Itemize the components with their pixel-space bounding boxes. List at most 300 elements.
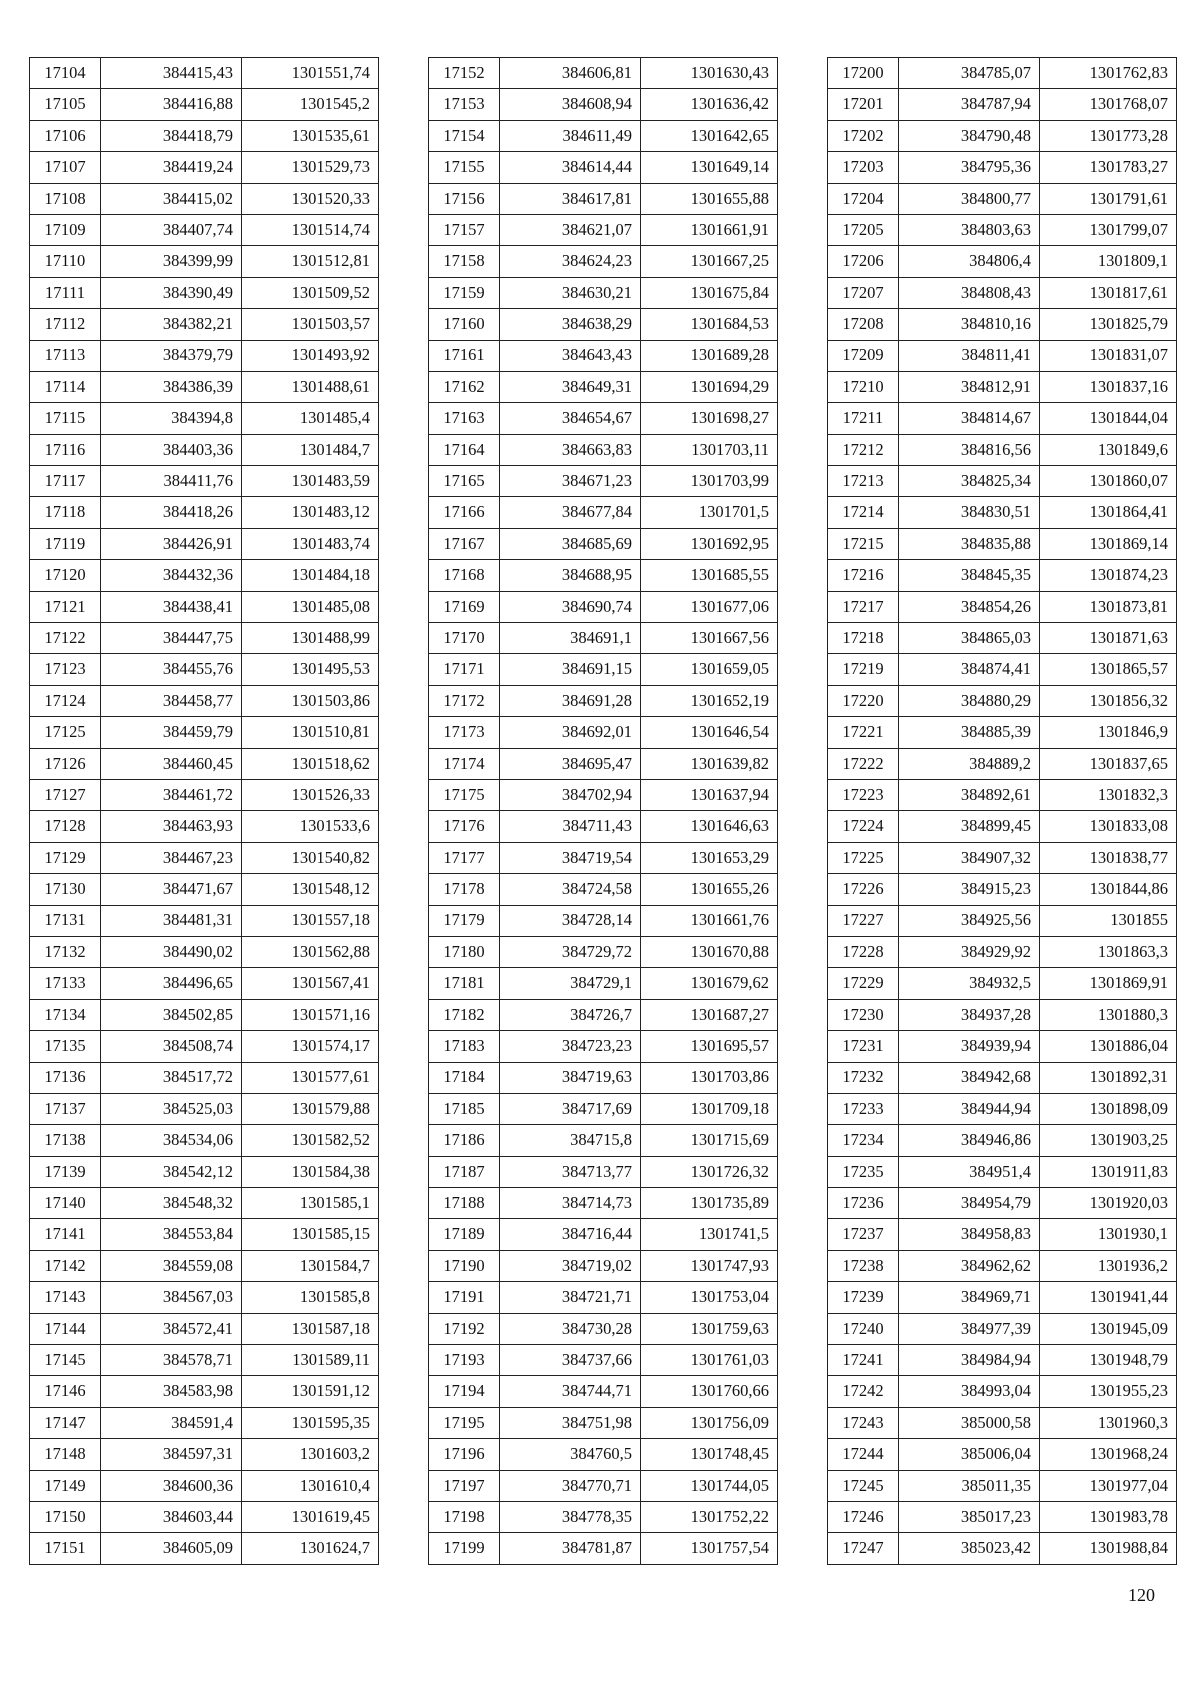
- x-coordinate-cell: 384865,03: [899, 623, 1040, 654]
- point-id-cell: 17197: [429, 1470, 500, 1501]
- x-coordinate-cell: 384597,31: [101, 1439, 242, 1470]
- y-coordinate-cell: 1301585,1: [242, 1188, 379, 1219]
- coordinate-table-1: [29, 57, 379, 1565]
- y-coordinate-cell: 1301844,86: [1040, 874, 1177, 905]
- point-id-cell: 17140: [30, 1188, 101, 1219]
- y-coordinate-cell: 1301659,05: [641, 654, 778, 685]
- x-coordinate-cell: 384671,23: [500, 466, 641, 497]
- y-coordinate-cell: 1301646,63: [641, 811, 778, 842]
- point-id-cell: 17227: [828, 905, 899, 936]
- y-coordinate-cell: 1301571,16: [242, 999, 379, 1030]
- table-row: [429, 466, 778, 497]
- x-coordinate-cell: 384993,04: [899, 1376, 1040, 1407]
- point-id-cell: 17224: [828, 811, 899, 842]
- point-id-cell: 17228: [828, 936, 899, 967]
- y-coordinate-cell: 1301756,09: [641, 1407, 778, 1438]
- y-coordinate-cell: 1301809,1: [1040, 246, 1177, 277]
- x-coordinate-cell: 384726,7: [500, 999, 641, 1030]
- table-row: [30, 1345, 379, 1376]
- x-coordinate-cell: 384711,43: [500, 811, 641, 842]
- table-row: [828, 152, 1177, 183]
- point-id-cell: 17205: [828, 214, 899, 245]
- table-body: [828, 58, 1177, 1565]
- y-coordinate-cell: 1301846,9: [1040, 717, 1177, 748]
- x-coordinate-cell: 384654,67: [500, 403, 641, 434]
- table-row: [828, 434, 1177, 465]
- y-coordinate-cell: 1301667,25: [641, 246, 778, 277]
- point-id-cell: 17125: [30, 717, 101, 748]
- y-coordinate-cell: 1301892,31: [1040, 1062, 1177, 1093]
- point-id-cell: 17152: [429, 58, 500, 89]
- x-coordinate-cell: 385000,58: [899, 1407, 1040, 1438]
- table-row: [429, 497, 778, 528]
- y-coordinate-cell: 1301930,1: [1040, 1219, 1177, 1250]
- y-coordinate-cell: 1301703,11: [641, 434, 778, 465]
- point-id-cell: 17215: [828, 528, 899, 559]
- y-coordinate-cell: 1301833,08: [1040, 811, 1177, 842]
- point-id-cell: 17146: [30, 1376, 101, 1407]
- point-id-cell: 17216: [828, 560, 899, 591]
- y-coordinate-cell: 1301661,91: [641, 214, 778, 245]
- point-id-cell: 17199: [429, 1533, 500, 1564]
- point-id-cell: 17244: [828, 1439, 899, 1470]
- y-coordinate-cell: 1301557,18: [242, 905, 379, 936]
- table-row: [30, 1250, 379, 1281]
- table-row: [30, 874, 379, 905]
- table-row: [828, 1407, 1177, 1438]
- point-id-cell: 17156: [429, 183, 500, 214]
- y-coordinate-cell: 1301677,06: [641, 591, 778, 622]
- x-coordinate-cell: 384812,91: [899, 371, 1040, 402]
- point-id-cell: 17179: [429, 905, 500, 936]
- table-row: [429, 1188, 778, 1219]
- x-coordinate-cell: 384915,23: [899, 874, 1040, 905]
- x-coordinate-cell: 384460,45: [101, 748, 242, 779]
- y-coordinate-cell: 1301589,11: [242, 1345, 379, 1376]
- point-id-cell: 17109: [30, 214, 101, 245]
- x-coordinate-cell: 384399,99: [101, 246, 242, 277]
- point-id-cell: 17136: [30, 1062, 101, 1093]
- x-coordinate-cell: 384447,75: [101, 623, 242, 654]
- x-coordinate-cell: 384419,24: [101, 152, 242, 183]
- x-coordinate-cell: 384649,31: [500, 371, 641, 402]
- y-coordinate-cell: 1301483,74: [242, 528, 379, 559]
- table-row: [30, 246, 379, 277]
- table-row: [828, 1219, 1177, 1250]
- table-body: [429, 58, 778, 1565]
- y-coordinate-cell: 1301715,69: [641, 1125, 778, 1156]
- table-row: [30, 1282, 379, 1313]
- y-coordinate-cell: 1301661,76: [641, 905, 778, 936]
- table-row: [30, 1125, 379, 1156]
- point-id-cell: 17234: [828, 1125, 899, 1156]
- x-coordinate-cell: 384781,87: [500, 1533, 641, 1564]
- y-coordinate-cell: 1301911,83: [1040, 1156, 1177, 1187]
- point-id-cell: 17209: [828, 340, 899, 371]
- point-id-cell: 17123: [30, 654, 101, 685]
- y-coordinate-cell: 1301694,29: [641, 371, 778, 402]
- x-coordinate-cell: 384835,88: [899, 528, 1040, 559]
- table-row: [828, 717, 1177, 748]
- x-coordinate-cell: 384542,12: [101, 1156, 242, 1187]
- table-row: [828, 466, 1177, 497]
- x-coordinate-cell: 384415,02: [101, 183, 242, 214]
- table-row: [828, 89, 1177, 120]
- table-row: [828, 748, 1177, 779]
- point-id-cell: 17132: [30, 936, 101, 967]
- y-coordinate-cell: 1301518,62: [242, 748, 379, 779]
- x-coordinate-cell: 385011,35: [899, 1470, 1040, 1501]
- x-coordinate-cell: 384614,44: [500, 152, 641, 183]
- y-coordinate-cell: 1301642,65: [641, 120, 778, 151]
- table-row: [30, 528, 379, 559]
- table-row: [30, 58, 379, 89]
- y-coordinate-cell: 1301483,12: [242, 497, 379, 528]
- point-id-cell: 17211: [828, 403, 899, 434]
- table-row: [30, 309, 379, 340]
- x-coordinate-cell: 384929,92: [899, 936, 1040, 967]
- x-coordinate-cell: 384583,98: [101, 1376, 242, 1407]
- table-row: [828, 560, 1177, 591]
- table-row: [828, 905, 1177, 936]
- x-coordinate-cell: 384548,32: [101, 1188, 242, 1219]
- table-row: [828, 623, 1177, 654]
- x-coordinate-cell: 384977,39: [899, 1313, 1040, 1344]
- point-id-cell: 17150: [30, 1501, 101, 1532]
- point-id-cell: 17147: [30, 1407, 101, 1438]
- point-id-cell: 17208: [828, 309, 899, 340]
- table-row: [828, 1062, 1177, 1093]
- y-coordinate-cell: 1301584,7: [242, 1250, 379, 1281]
- y-coordinate-cell: 1301744,05: [641, 1470, 778, 1501]
- y-coordinate-cell: 1301983,78: [1040, 1501, 1177, 1532]
- x-coordinate-cell: 384728,14: [500, 905, 641, 936]
- x-coordinate-cell: 384688,95: [500, 560, 641, 591]
- table-row: [429, 1313, 778, 1344]
- point-id-cell: 17128: [30, 811, 101, 842]
- table-row: [828, 1093, 1177, 1124]
- x-coordinate-cell: 384692,01: [500, 717, 641, 748]
- point-id-cell: 17134: [30, 999, 101, 1030]
- y-coordinate-cell: 1301837,16: [1040, 371, 1177, 402]
- point-id-cell: 17163: [429, 403, 500, 434]
- table-row: [429, 811, 778, 842]
- point-id-cell: 17104: [30, 58, 101, 89]
- table-row: [429, 403, 778, 434]
- table-row: [828, 120, 1177, 151]
- coordinate-table-2: [428, 57, 778, 1565]
- y-coordinate-cell: 1301753,04: [641, 1282, 778, 1313]
- point-id-cell: 17168: [429, 560, 500, 591]
- x-coordinate-cell: 384502,85: [101, 999, 242, 1030]
- y-coordinate-cell: 1301585,8: [242, 1282, 379, 1313]
- y-coordinate-cell: 1301610,4: [242, 1470, 379, 1501]
- x-coordinate-cell: 384624,23: [500, 246, 641, 277]
- point-id-cell: 17229: [828, 968, 899, 999]
- table-row: [828, 591, 1177, 622]
- y-coordinate-cell: 1301773,28: [1040, 120, 1177, 151]
- y-coordinate-cell: 1301865,57: [1040, 654, 1177, 685]
- x-coordinate-cell: 384690,74: [500, 591, 641, 622]
- point-id-cell: 17239: [828, 1282, 899, 1313]
- table-row: [30, 1156, 379, 1187]
- x-coordinate-cell: 385006,04: [899, 1439, 1040, 1470]
- y-coordinate-cell: 1301649,14: [641, 152, 778, 183]
- table-row: [30, 936, 379, 967]
- coordinate-table-3: [827, 57, 1177, 1565]
- x-coordinate-cell: 384942,68: [899, 1062, 1040, 1093]
- y-coordinate-cell: 1301726,32: [641, 1156, 778, 1187]
- point-id-cell: 17189: [429, 1219, 500, 1250]
- y-coordinate-cell: 1301488,99: [242, 623, 379, 654]
- point-id-cell: 17192: [429, 1313, 500, 1344]
- point-id-cell: 17219: [828, 654, 899, 685]
- y-coordinate-cell: 1301520,33: [242, 183, 379, 214]
- x-coordinate-cell: 384713,77: [500, 1156, 641, 1187]
- point-id-cell: 17159: [429, 277, 500, 308]
- y-coordinate-cell: 1301646,54: [641, 717, 778, 748]
- table-row: [429, 1376, 778, 1407]
- table-row: [429, 1031, 778, 1062]
- table-row: [828, 1125, 1177, 1156]
- point-id-cell: 17122: [30, 623, 101, 654]
- x-coordinate-cell: 384407,74: [101, 214, 242, 245]
- point-id-cell: 17160: [429, 309, 500, 340]
- x-coordinate-cell: 384825,34: [899, 466, 1040, 497]
- table-row: [828, 403, 1177, 434]
- y-coordinate-cell: 1301667,56: [641, 623, 778, 654]
- x-coordinate-cell: 384730,28: [500, 1313, 641, 1344]
- x-coordinate-cell: 384719,63: [500, 1062, 641, 1093]
- y-coordinate-cell: 1301762,83: [1040, 58, 1177, 89]
- y-coordinate-cell: 1301488,61: [242, 371, 379, 402]
- table-row: [429, 371, 778, 402]
- x-coordinate-cell: 384803,63: [899, 214, 1040, 245]
- table-row: [828, 999, 1177, 1030]
- point-id-cell: 17141: [30, 1219, 101, 1250]
- table-row: [828, 1313, 1177, 1344]
- y-coordinate-cell: 1301652,19: [641, 685, 778, 716]
- y-coordinate-cell: 1301831,07: [1040, 340, 1177, 371]
- point-id-cell: 17214: [828, 497, 899, 528]
- point-id-cell: 17195: [429, 1407, 500, 1438]
- point-id-cell: 17106: [30, 120, 101, 151]
- point-id-cell: 17177: [429, 842, 500, 873]
- y-coordinate-cell: 1301582,52: [242, 1125, 379, 1156]
- y-coordinate-cell: 1301791,61: [1040, 183, 1177, 214]
- x-coordinate-cell: 384379,79: [101, 340, 242, 371]
- table-row: [30, 403, 379, 434]
- y-coordinate-cell: 1301886,04: [1040, 1031, 1177, 1062]
- y-coordinate-cell: 1301747,93: [641, 1250, 778, 1281]
- point-id-cell: 17116: [30, 434, 101, 465]
- point-id-cell: 17108: [30, 183, 101, 214]
- table-row: [429, 528, 778, 559]
- x-coordinate-cell: 384984,94: [899, 1345, 1040, 1376]
- x-coordinate-cell: 384534,06: [101, 1125, 242, 1156]
- x-coordinate-cell: 384621,07: [500, 214, 641, 245]
- table-row: [30, 1533, 379, 1564]
- y-coordinate-cell: 1301512,81: [242, 246, 379, 277]
- table-row: [828, 309, 1177, 340]
- y-coordinate-cell: 1301936,2: [1040, 1250, 1177, 1281]
- x-coordinate-cell: 384663,83: [500, 434, 641, 465]
- point-id-cell: 17241: [828, 1345, 899, 1376]
- x-coordinate-cell: 384643,43: [500, 340, 641, 371]
- table-row: [30, 999, 379, 1030]
- point-id-cell: 17207: [828, 277, 899, 308]
- y-coordinate-cell: 1301860,07: [1040, 466, 1177, 497]
- point-id-cell: 17142: [30, 1250, 101, 1281]
- point-id-cell: 17169: [429, 591, 500, 622]
- x-coordinate-cell: 384567,03: [101, 1282, 242, 1313]
- x-coordinate-cell: 384787,94: [899, 89, 1040, 120]
- table-row: [828, 936, 1177, 967]
- y-coordinate-cell: 1301591,12: [242, 1376, 379, 1407]
- y-coordinate-cell: 1301748,45: [641, 1439, 778, 1470]
- table-row: [828, 1345, 1177, 1376]
- y-coordinate-cell: 1301653,29: [641, 842, 778, 873]
- table-row: [30, 1031, 379, 1062]
- y-coordinate-cell: 1301579,88: [242, 1093, 379, 1124]
- x-coordinate-cell: 385023,42: [899, 1533, 1040, 1564]
- point-id-cell: 17242: [828, 1376, 899, 1407]
- x-coordinate-cell: 384962,62: [899, 1250, 1040, 1281]
- y-coordinate-cell: 1301655,88: [641, 183, 778, 214]
- point-id-cell: 17130: [30, 874, 101, 905]
- y-coordinate-cell: 1301880,3: [1040, 999, 1177, 1030]
- x-coordinate-cell: 384737,66: [500, 1345, 641, 1376]
- x-coordinate-cell: 384438,41: [101, 591, 242, 622]
- point-id-cell: 17220: [828, 685, 899, 716]
- y-coordinate-cell: 1301687,27: [641, 999, 778, 1030]
- point-id-cell: 17144: [30, 1313, 101, 1344]
- y-coordinate-cell: 1301670,88: [641, 936, 778, 967]
- x-coordinate-cell: 384418,26: [101, 497, 242, 528]
- y-coordinate-cell: 1301637,94: [641, 779, 778, 810]
- point-id-cell: 17182: [429, 999, 500, 1030]
- point-id-cell: 17196: [429, 1439, 500, 1470]
- table-row: [828, 811, 1177, 842]
- x-coordinate-cell: 384721,71: [500, 1282, 641, 1313]
- point-id-cell: 17187: [429, 1156, 500, 1187]
- y-coordinate-cell: 1301955,23: [1040, 1376, 1177, 1407]
- y-coordinate-cell: 1301529,73: [242, 152, 379, 183]
- point-id-cell: 17212: [828, 434, 899, 465]
- point-id-cell: 17161: [429, 340, 500, 371]
- x-coordinate-cell: 384559,08: [101, 1250, 242, 1281]
- table-row: [30, 497, 379, 528]
- y-coordinate-cell: 1301855: [1040, 905, 1177, 936]
- table-row: [828, 497, 1177, 528]
- x-coordinate-cell: 384578,71: [101, 1345, 242, 1376]
- y-coordinate-cell: 1301701,5: [641, 497, 778, 528]
- x-coordinate-cell: 384892,61: [899, 779, 1040, 810]
- point-id-cell: 17135: [30, 1031, 101, 1062]
- y-coordinate-cell: 1301495,53: [242, 654, 379, 685]
- x-coordinate-cell: 384517,72: [101, 1062, 242, 1093]
- x-coordinate-cell: 384394,8: [101, 403, 242, 434]
- x-coordinate-cell: 384403,36: [101, 434, 242, 465]
- point-id-cell: 17213: [828, 466, 899, 497]
- point-id-cell: 17183: [429, 1031, 500, 1062]
- x-coordinate-cell: 384638,29: [500, 309, 641, 340]
- table-row: [429, 89, 778, 120]
- y-coordinate-cell: 1301856,32: [1040, 685, 1177, 716]
- y-coordinate-cell: 1301503,57: [242, 309, 379, 340]
- table-row: [30, 811, 379, 842]
- point-id-cell: 17165: [429, 466, 500, 497]
- point-id-cell: 17223: [828, 779, 899, 810]
- x-coordinate-cell: 384608,94: [500, 89, 641, 120]
- point-id-cell: 17200: [828, 58, 899, 89]
- x-coordinate-cell: 384490,02: [101, 936, 242, 967]
- table-row: [429, 748, 778, 779]
- x-coordinate-cell: 384729,1: [500, 968, 641, 999]
- point-id-cell: 17139: [30, 1156, 101, 1187]
- x-coordinate-cell: 384958,83: [899, 1219, 1040, 1250]
- table-row: [30, 277, 379, 308]
- x-coordinate-cell: 384937,28: [899, 999, 1040, 1030]
- y-coordinate-cell: 1301757,54: [641, 1533, 778, 1564]
- y-coordinate-cell: 1301619,45: [242, 1501, 379, 1532]
- point-id-cell: 17225: [828, 842, 899, 873]
- table-row: [429, 1250, 778, 1281]
- x-coordinate-cell: 384723,23: [500, 1031, 641, 1062]
- table-row: [828, 1533, 1177, 1564]
- y-coordinate-cell: 1301760,66: [641, 1376, 778, 1407]
- x-coordinate-cell: 384874,41: [899, 654, 1040, 685]
- point-id-cell: 17138: [30, 1125, 101, 1156]
- y-coordinate-cell: 1301874,23: [1040, 560, 1177, 591]
- table-row: [30, 1313, 379, 1344]
- y-coordinate-cell: 1301533,6: [242, 811, 379, 842]
- table-row: [30, 685, 379, 716]
- y-coordinate-cell: 1301689,28: [641, 340, 778, 371]
- table-row: [429, 277, 778, 308]
- point-id-cell: 17105: [30, 89, 101, 120]
- y-coordinate-cell: 1301960,3: [1040, 1407, 1177, 1438]
- table-row: [30, 120, 379, 151]
- x-coordinate-cell: 384925,56: [899, 905, 1040, 936]
- y-coordinate-cell: 1301783,27: [1040, 152, 1177, 183]
- x-coordinate-cell: 384418,79: [101, 120, 242, 151]
- table-row: [30, 779, 379, 810]
- y-coordinate-cell: 1301825,79: [1040, 309, 1177, 340]
- y-coordinate-cell: 1301968,24: [1040, 1439, 1177, 1470]
- y-coordinate-cell: 1301509,52: [242, 277, 379, 308]
- point-id-cell: 17164: [429, 434, 500, 465]
- x-coordinate-cell: 384415,43: [101, 58, 242, 89]
- point-id-cell: 17204: [828, 183, 899, 214]
- table-row: [429, 685, 778, 716]
- table-row: [429, 246, 778, 277]
- table-row: [429, 1156, 778, 1187]
- y-coordinate-cell: 1301485,08: [242, 591, 379, 622]
- x-coordinate-cell: 384810,16: [899, 309, 1040, 340]
- table-row: [429, 623, 778, 654]
- table-row: [30, 968, 379, 999]
- point-id-cell: 17231: [828, 1031, 899, 1062]
- table-row: [429, 183, 778, 214]
- point-id-cell: 17170: [429, 623, 500, 654]
- point-id-cell: 17181: [429, 968, 500, 999]
- y-coordinate-cell: 1301548,12: [242, 874, 379, 905]
- table-row: [828, 968, 1177, 999]
- y-coordinate-cell: 1301761,03: [641, 1345, 778, 1376]
- point-id-cell: 17110: [30, 246, 101, 277]
- y-coordinate-cell: 1301562,88: [242, 936, 379, 967]
